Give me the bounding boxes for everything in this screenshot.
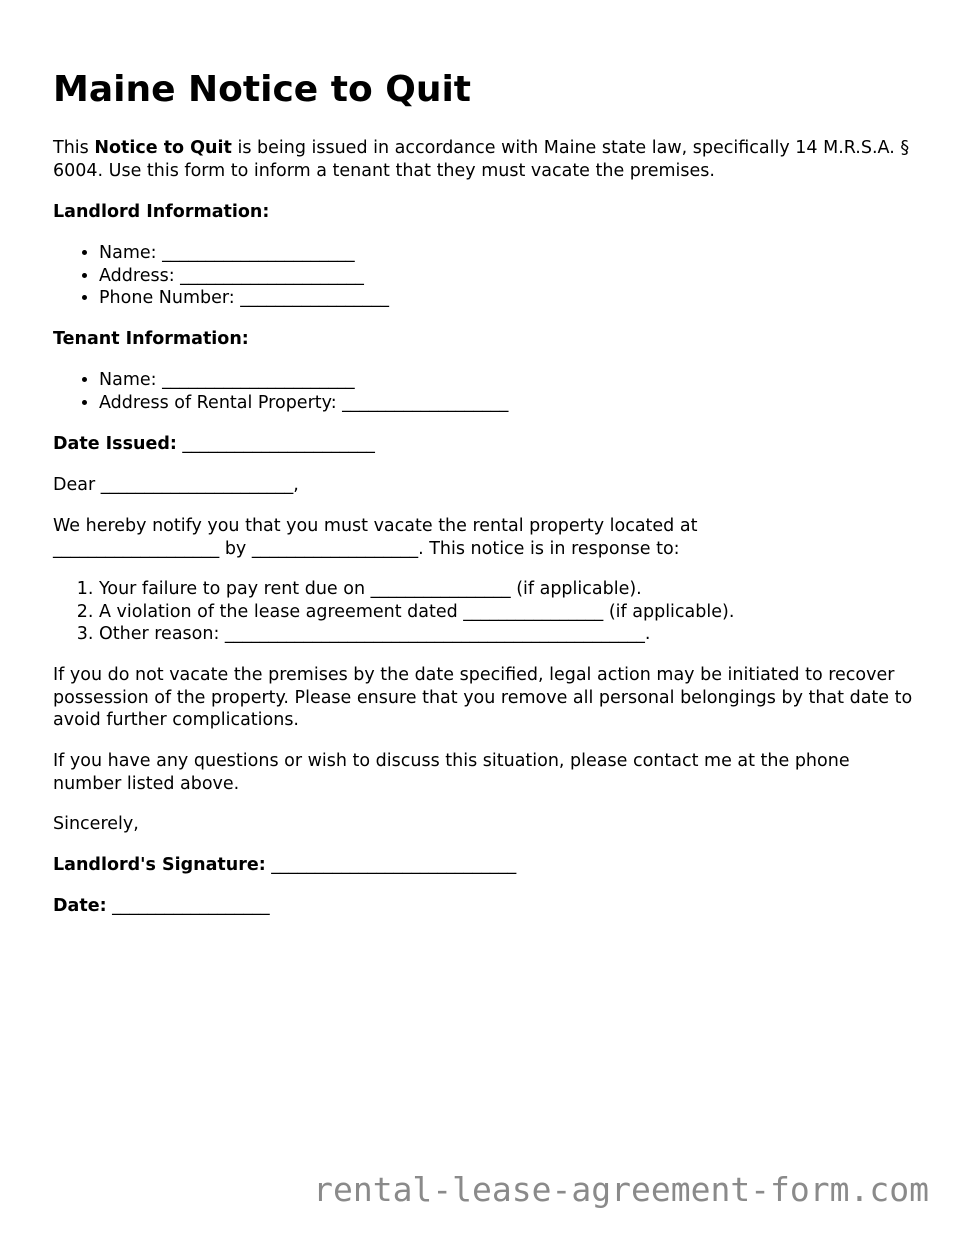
tenant-name-item: • Name: ______________________ bbox=[99, 369, 508, 392]
date-blank: __________________ bbox=[106, 896, 270, 916]
reasons-list bbox=[53, 578, 734, 646]
date-line bbox=[53, 895, 913, 918]
intro-suffix: is being issued in accordance with Maine state law, specifically 14 M.R.S.A. § 6004. Use this form to inform a tenant that they must vacate the premises. bbox=[53, 138, 910, 181]
signature-line bbox=[53, 854, 913, 877]
tenant-heading bbox=[53, 328, 913, 351]
salutation: Dear ______________________, bbox=[53, 475, 299, 495]
intro-bold-term: Notice to Quit bbox=[94, 138, 232, 158]
notify-line-1: We hereby notify you that you must vacate the rental property located at bbox=[53, 516, 698, 536]
watermark-footer: rental-lease-agreement-form.com bbox=[313, 1170, 929, 1209]
reason-item: 1. Your failure to pay rent due on ________________ (if applicable). bbox=[99, 578, 734, 601]
signature-label: Landlord's Signature: bbox=[53, 855, 266, 875]
tenant-list bbox=[53, 369, 508, 414]
signature-blank: ____________________________ bbox=[265, 855, 517, 875]
intro-prefix: This bbox=[53, 138, 95, 158]
reason-item: 3. Other reason: ________________________________________________. bbox=[99, 623, 734, 646]
closing: Sincerely, bbox=[53, 814, 139, 834]
notify-paragraph bbox=[53, 515, 913, 560]
notify-line-2: ___________________ by ___________________. This notice is in response to: bbox=[53, 538, 680, 559]
date-label: Date: bbox=[53, 896, 107, 916]
landlord-name-item: • Name: ______________________ bbox=[99, 242, 389, 265]
landlord-heading-text: Landlord Information: bbox=[53, 202, 270, 222]
intro-paragraph bbox=[53, 137, 913, 182]
date-issued-line bbox=[53, 433, 913, 456]
tenant-heading-text: Tenant Information: bbox=[53, 329, 249, 349]
landlord-phone-item: • Phone Number: _________________ bbox=[99, 287, 389, 310]
landlord-address-item: • Address: _____________________ bbox=[99, 265, 389, 288]
contact-paragraph: If you have any questions or wish to discuss this situation, please contact me at the phone number listed above. bbox=[53, 751, 850, 794]
page-title: Maine Notice to Quit bbox=[53, 69, 471, 110]
landlord-heading bbox=[53, 201, 913, 224]
action-paragraph: If you do not vacate the premises by the date specified, legal action may be initiated to recover possession of the property. Please ensure that you remove all personal belongings by that date to avoid further complications. bbox=[53, 665, 913, 730]
tenant-address-item: • Address of Rental Property: ___________________ bbox=[99, 392, 508, 415]
landlord-list bbox=[53, 242, 389, 310]
date-issued-blank: ______________________ bbox=[176, 434, 375, 454]
reason-item: 2. A violation of the lease agreement dated ________________ (if applicable). bbox=[99, 601, 734, 624]
date-issued-label: Date Issued: bbox=[53, 434, 177, 454]
